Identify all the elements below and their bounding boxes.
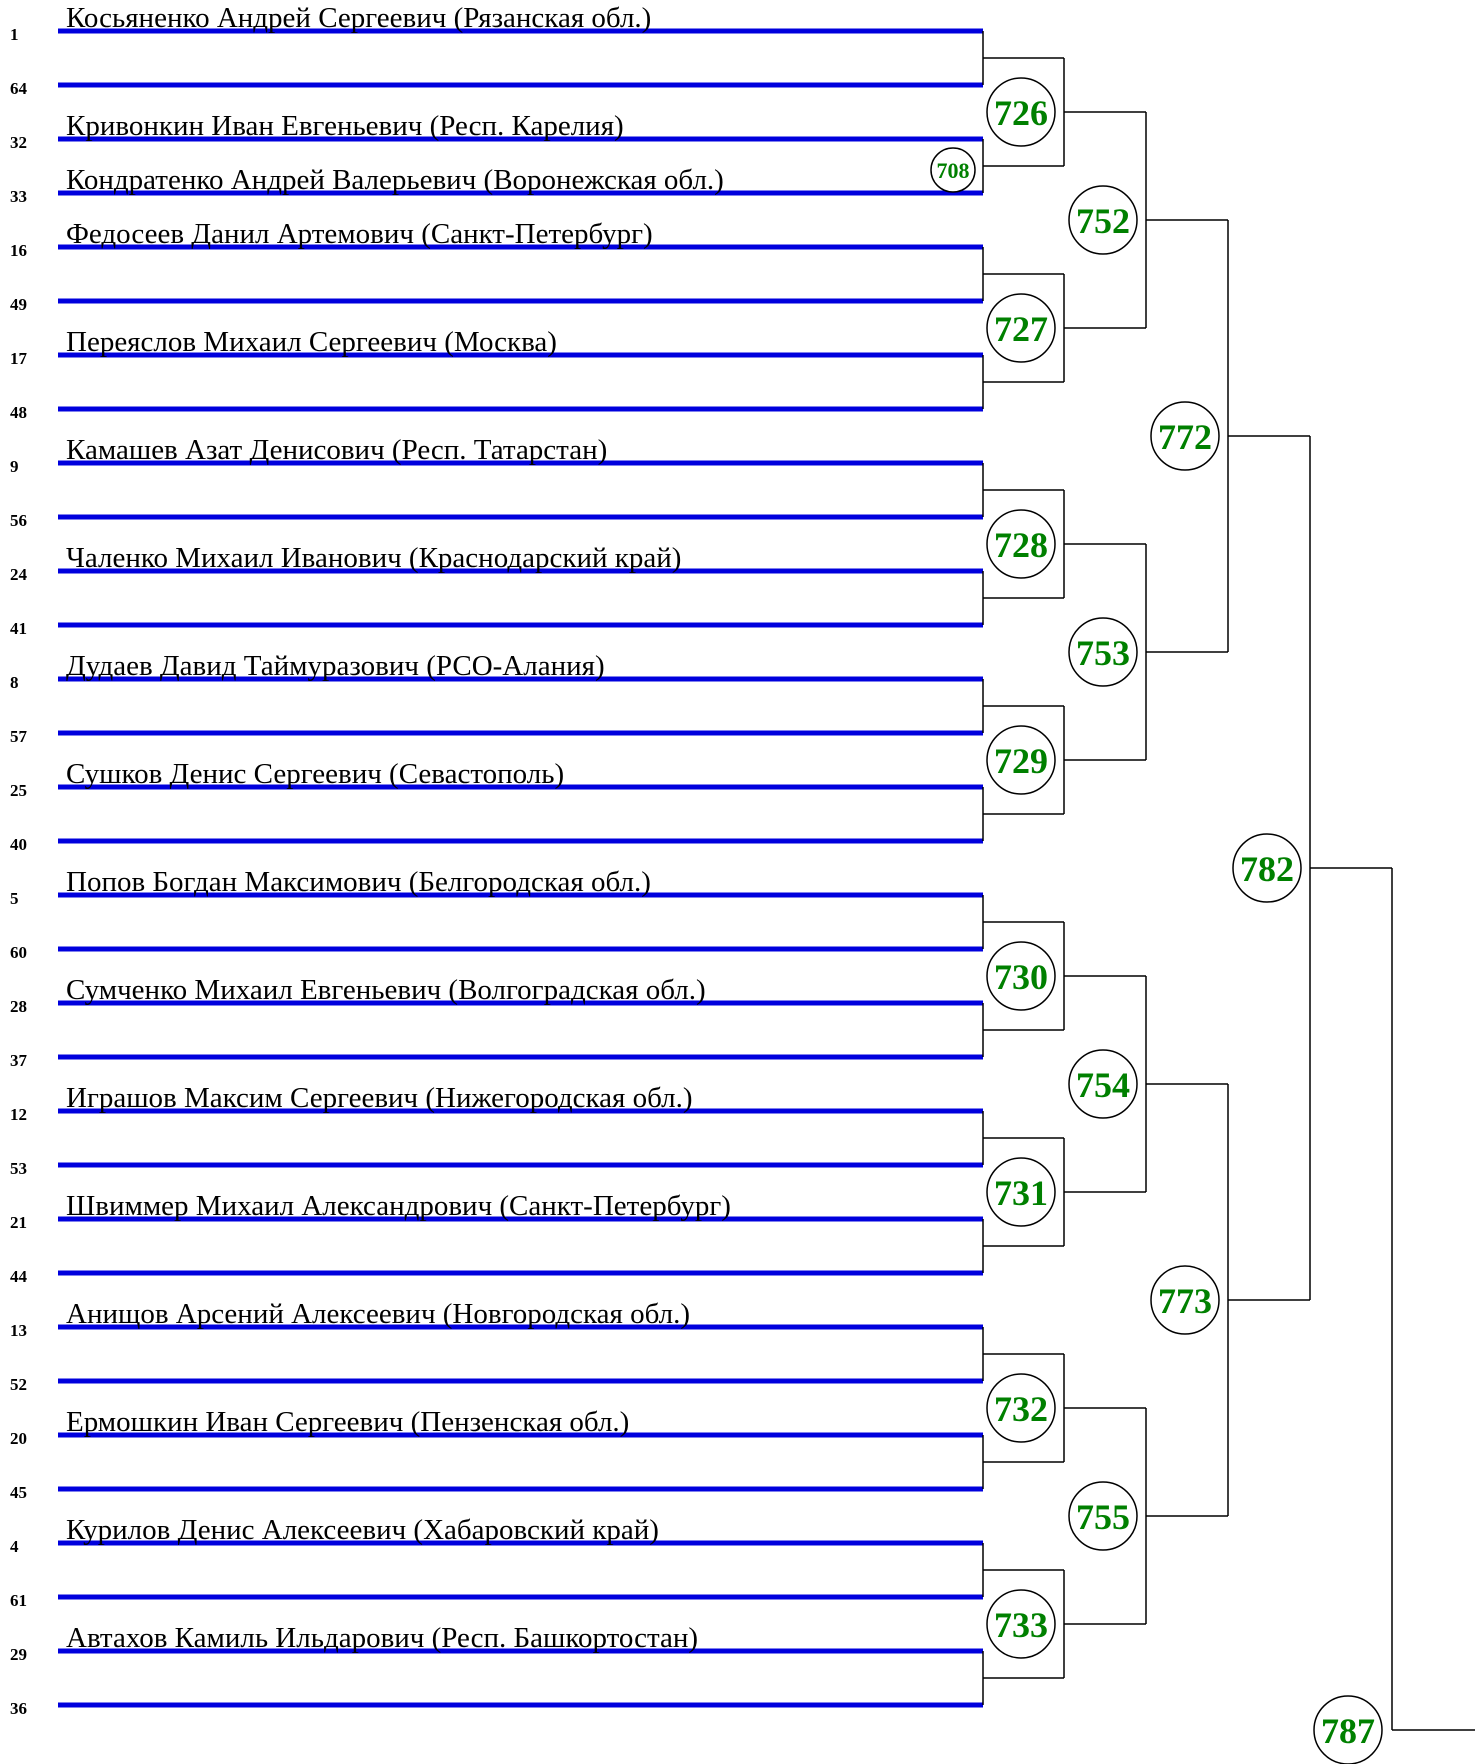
match-number: 727 [994, 309, 1048, 349]
player-name: Кривонкин Иван Евгеньевич (Респ. Карелия) [66, 110, 624, 142]
seed-number: 53 [10, 1159, 27, 1178]
seed-number: 29 [10, 1645, 27, 1664]
match-number: 729 [994, 741, 1048, 781]
seed-number: 32 [10, 133, 27, 152]
player-name: Автахов Камиль Ильдарович (Респ. Башкортостан) [66, 1622, 699, 1654]
match-number: 787 [1321, 1711, 1375, 1751]
seed-number: 9 [10, 457, 19, 476]
match-number: 754 [1076, 1065, 1130, 1105]
player-name: Швиммер Михаил Александрович (Санкт-Петербург) [66, 1190, 731, 1222]
seed-number: 40 [10, 835, 27, 854]
player-name: Играшов Максим Сергеевич (Нижегородская обл.) [66, 1082, 693, 1114]
player-name: Курилов Денис Алексеевич (Хабаровский край) [66, 1514, 659, 1546]
seed-number: 41 [10, 619, 27, 638]
seed-number: 64 [10, 79, 27, 98]
match-number: 731 [994, 1173, 1048, 1213]
match-number: 730 [994, 957, 1048, 997]
player-name: Попов Богдан Максимович (Белгородская обл.) [66, 866, 651, 898]
match-number: 733 [994, 1605, 1048, 1645]
seed-number: 13 [10, 1321, 27, 1340]
player-name: Сушков Денис Сергеевич (Севастополь) [66, 758, 565, 790]
player-name: Дудаев Давид Таймуразович (РСО-Алания) [66, 650, 605, 682]
player-name: Анищов Арсений Алексеевич (Новгородская обл.) [66, 1298, 691, 1330]
match-number: 773 [1158, 1281, 1212, 1321]
matches-layer [931, 78, 1382, 1764]
seed-number: 33 [10, 187, 27, 206]
seed-number: 24 [10, 565, 27, 584]
connectors-layer [983, 31, 1475, 1730]
player-name: Чаленко Михаил Иванович (Краснодарский край) [66, 542, 682, 574]
seed-number: 21 [10, 1213, 27, 1232]
seed-number: 48 [10, 403, 27, 422]
seed-number: 8 [10, 673, 19, 692]
seed-number: 4 [10, 1537, 19, 1556]
seed-number: 12 [10, 1105, 27, 1124]
match-number: 728 [994, 525, 1048, 565]
seed-number: 45 [10, 1483, 27, 1502]
match-number: 753 [1076, 633, 1130, 673]
seed-number: 28 [10, 997, 27, 1016]
seed-number: 57 [10, 727, 27, 746]
seed-number: 36 [10, 1699, 27, 1718]
player-name: Косьяненко Андрей Сергеевич (Рязанская обл.) [66, 2, 652, 34]
seed-number: 61 [10, 1591, 27, 1610]
match-number: 782 [1240, 849, 1294, 889]
seed-number: 5 [10, 889, 19, 908]
seed-number: 25 [10, 781, 27, 800]
seed-number: 17 [10, 349, 27, 368]
match-number: 755 [1076, 1497, 1130, 1537]
slots-layer [10, 2, 983, 1718]
seed-number: 49 [10, 295, 27, 314]
player-name: Федосеев Данил Артемович (Санкт-Петербург) [66, 218, 653, 250]
match-number: 708 [936, 158, 970, 183]
seed-number: 16 [10, 241, 27, 260]
player-name: Камашев Азат Денисович (Респ. Татарстан) [66, 434, 608, 466]
player-name: Сумченко Михаил Евгеньевич (Волгоградская обл.) [66, 974, 706, 1006]
player-name: Ермошкин Иван Сергеевич (Пензенская обл.) [66, 1406, 630, 1438]
seed-number: 60 [10, 943, 27, 962]
seed-number: 37 [10, 1051, 27, 1070]
player-name: Кондратенко Андрей Валерьевич (Воронежская обл.) [66, 164, 724, 196]
player-name: Переяслов Михаил Сергеевич (Москва) [66, 326, 557, 358]
seed-number: 20 [10, 1429, 27, 1448]
seed-number: 44 [10, 1267, 27, 1286]
match-number: 726 [994, 93, 1048, 133]
match-number: 752 [1076, 201, 1130, 241]
match-number: 732 [994, 1389, 1048, 1429]
seed-number: 1 [10, 25, 19, 44]
seed-number: 52 [10, 1375, 27, 1394]
match-number: 772 [1158, 417, 1212, 457]
seed-number: 56 [10, 511, 27, 530]
